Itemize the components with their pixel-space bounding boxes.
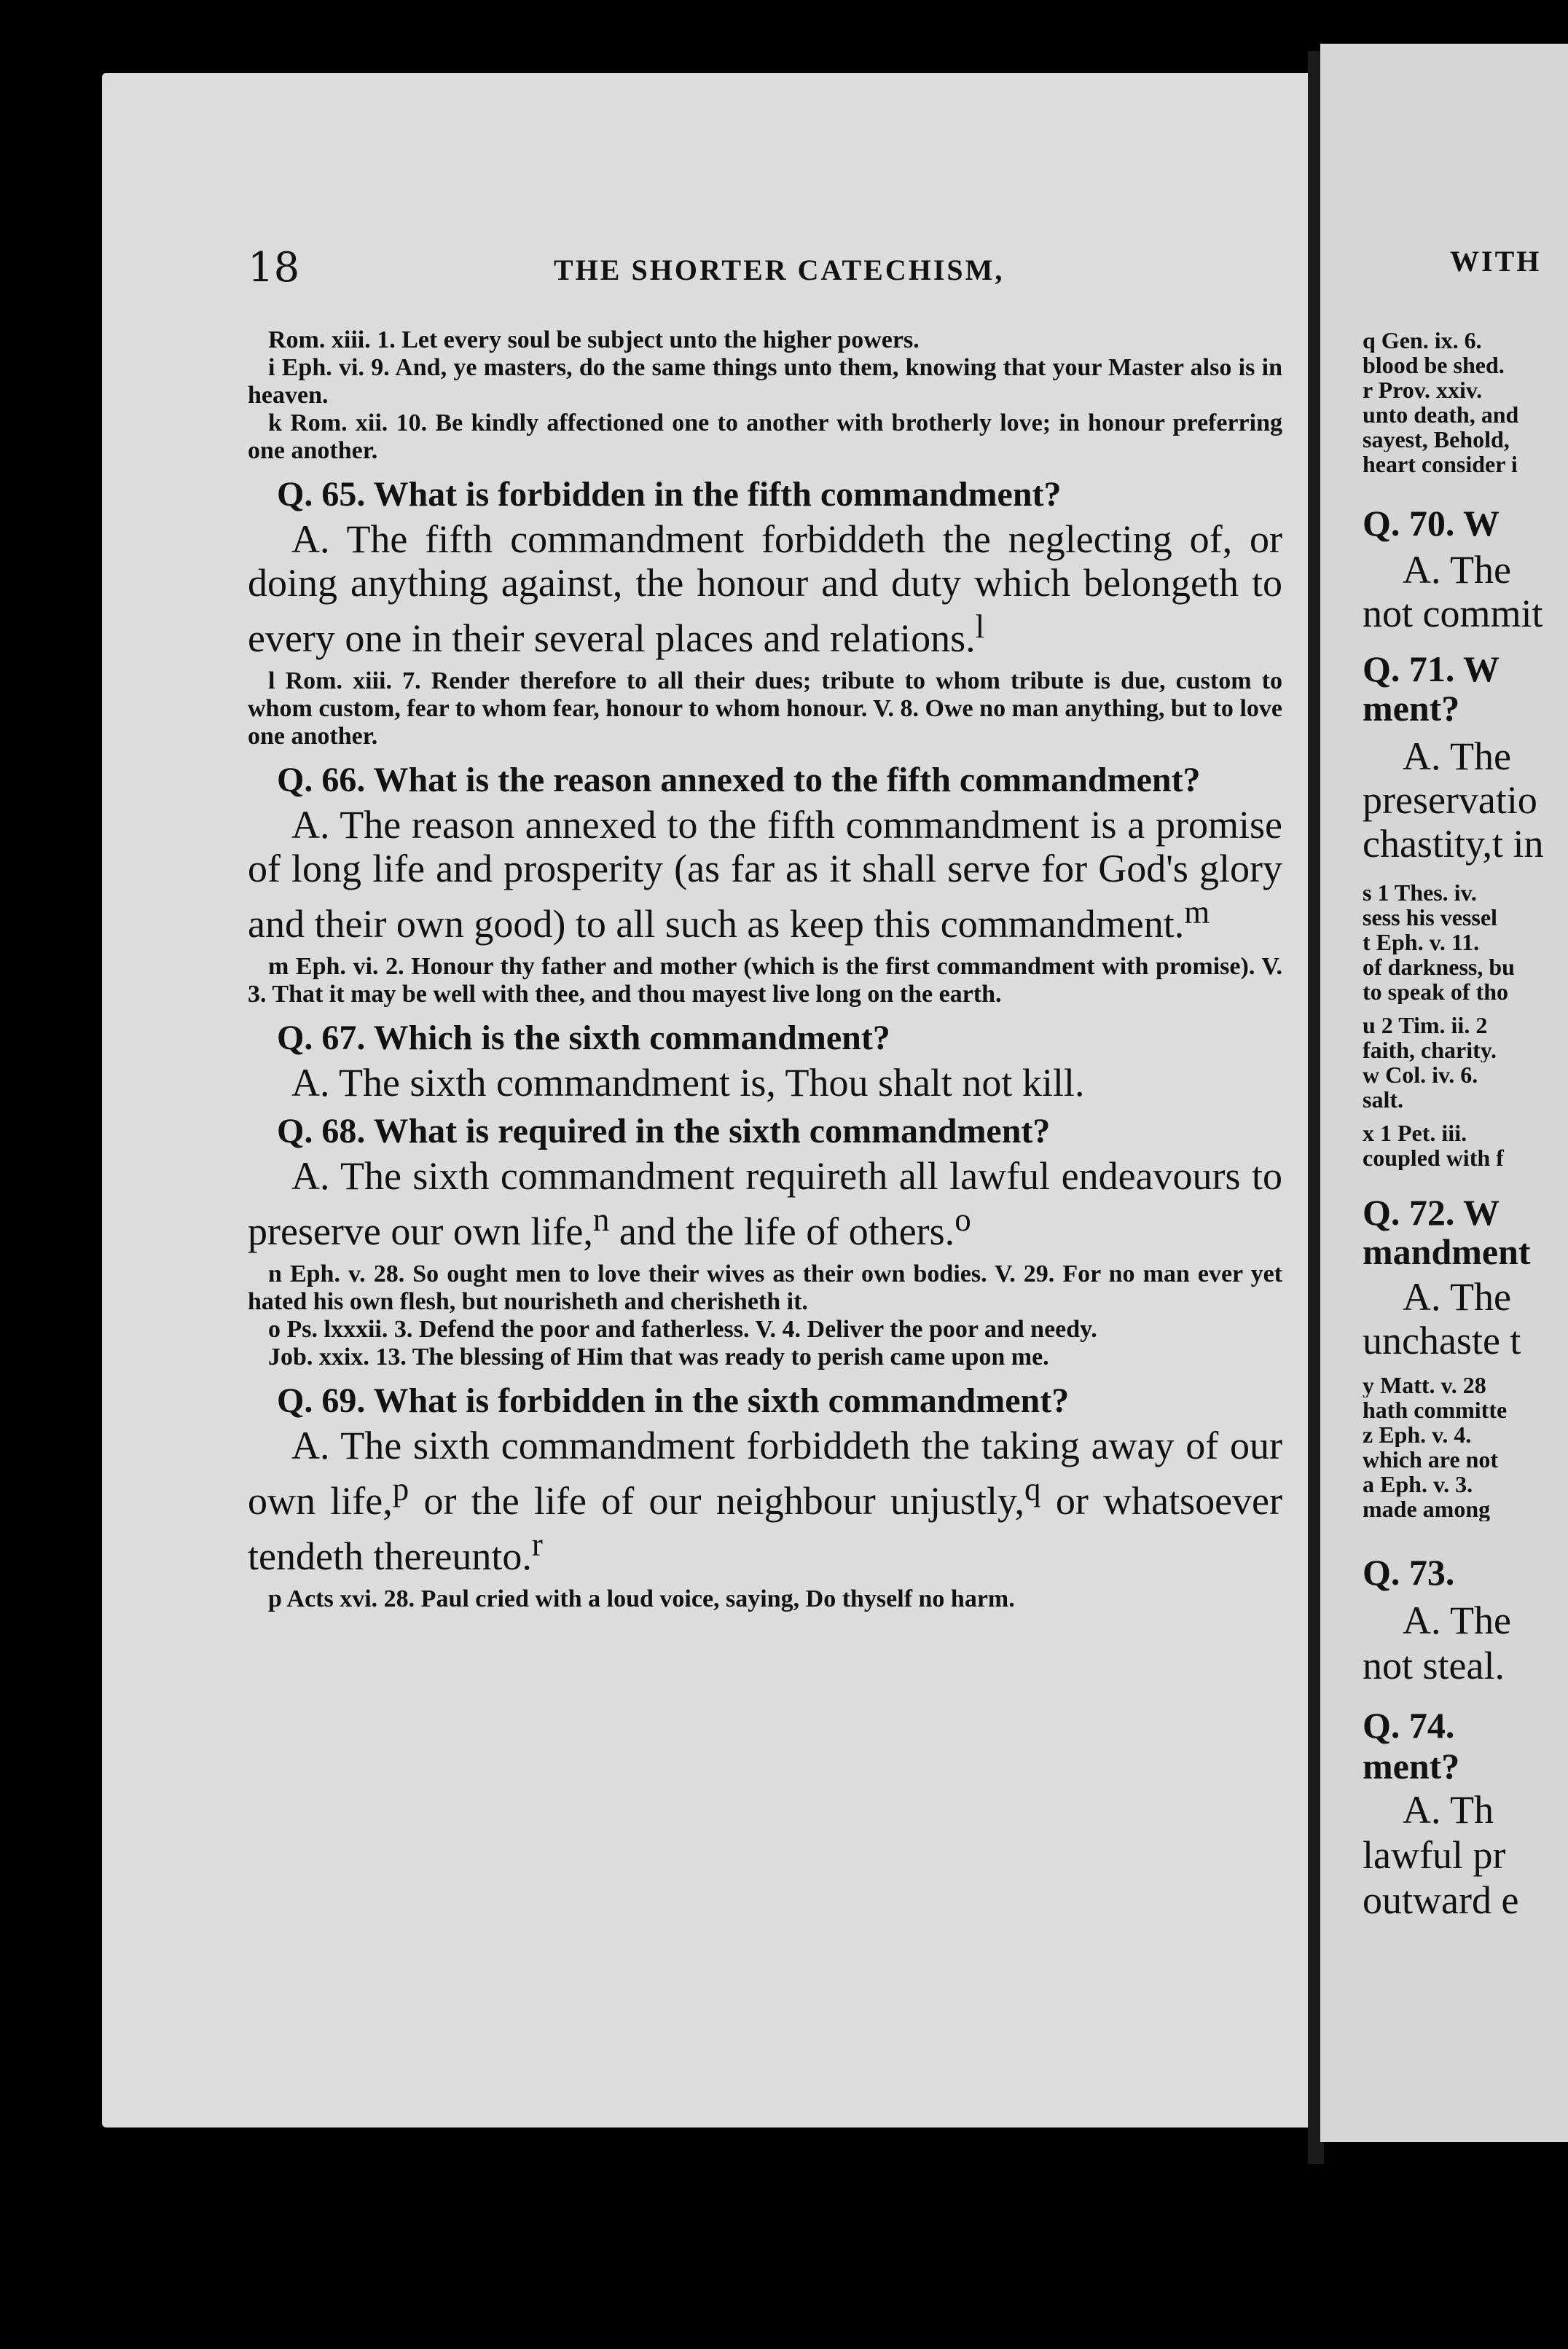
right-page-line: u 2 Tim. ii. 2 [1363,1013,1488,1038]
footnote-marker-p: p [392,1471,409,1507]
right-page-line: lawful pr [1363,1833,1506,1877]
right-page-line: of darkness, bu [1363,954,1515,979]
right-page-line: ment? [1363,1746,1460,1787]
right-page-line: unto death, and [1363,402,1519,427]
footnotes-69 [248,1585,1282,1613]
right-running-head: WITH [1450,245,1542,278]
answer-69-text-3: or whatsoever tendeth thereunto. [248,1479,1282,1578]
footnote-l: l Rom. xiii. 7. Render therefore to all their dues; tribute to whom tribute is due, custom to whom custom, fear to whom fear, honour to whom honour. V. 8. Owe no man anything, but to love one another. [248,667,1282,750]
footnote-marker-n: n [592,1201,610,1238]
right-page-line: Q. 74. [1363,1705,1455,1746]
right-page-line: heart consider i [1363,452,1518,477]
left-page-body [248,321,1282,1623]
right-page-line: hath committe [1363,1397,1508,1422]
footnote-marker-l: l [975,608,985,645]
right-page-line: A. The [1403,1275,1511,1319]
footnote-rom-xiii-1: Rom. xiii. 1. Let every soul be subject unto the higher powers. [268,326,920,353]
running-head: THE SHORTER CATECHISM, [554,254,1005,286]
answer-69-text-2: or the life of our neighbour unjustly, [409,1479,1025,1523]
footnotes-68 [248,1260,1282,1371]
footnote-i: i Eph. vi. 9. And, ye masters, do the same things unto them, knowing that your Master also is in heaven. [248,354,1282,409]
top-footnotes [248,326,1282,465]
right-page-line: unchaste t [1363,1319,1521,1362]
answer-68-text-1: A. The sixth commandment requireth all lawful endeavours to preserve our own life, [248,1154,1282,1253]
right-page-line: ment? [1363,688,1460,729]
answer-65 [248,517,1282,660]
right-page-line: A. The [1403,734,1511,778]
right-page-line: q Gen. ix. 6. [1363,328,1482,353]
right-page-line: made among [1363,1497,1491,1521]
answer-69-text-1: A. The sixth commandment forbiddeth the taking away of our own life, [248,1424,1282,1523]
right-page-line: s 1 Thes. iv. [1363,880,1477,905]
right-page-line: not commit [1363,592,1543,635]
right-page-line: salt. [1363,1087,1403,1112]
footnote-marker-q: q [1024,1471,1041,1507]
right-page-line: outward e [1363,1878,1519,1922]
right-page-line: blood be shed. [1363,353,1505,377]
right-page-line: chastity,t in [1363,822,1544,866]
right-page-line: w Col. iv. 6. [1363,1062,1478,1087]
right-page-line: coupled with f [1363,1145,1504,1170]
right-page-line: not steal. [1363,1644,1505,1687]
right-page-line: r Prov. xxiv. [1363,377,1483,402]
answer-66 [248,803,1282,946]
footnote-m: m Eph. vi. 2. Honour thy father and mother (which is the first commandment with promise). V. 3. That it may be well with thee, and thou mayest live long on the earth. [248,953,1282,1008]
right-page-line: Q. 70. W [1363,503,1500,544]
page-number: 18 [248,244,300,291]
right-page-line: A. The [1403,548,1511,592]
right-page-line: to speak of tho [1363,979,1509,1004]
right-page-line: sess his vessel [1363,905,1497,930]
answer-68 [248,1154,1282,1253]
right-page-line: a Eph. v. 3. [1363,1472,1473,1497]
right-page-line: y Matt. v. 28 [1363,1373,1486,1397]
answer-65-text: A. The fifth commandment forbiddeth the neglecting of, or doing anything against, the honour and duty which belongeth to every one in their several places and relations. [248,517,1282,660]
right-page-line: Q. 72. W [1363,1192,1500,1233]
right-page-line: faith, charity. [1363,1038,1497,1062]
answer-66-text: A. The reason annexed to the fifth commandment is a promise of long life and prosperity (as far as it shall serve for God's glory and their own good) to all such as keep this commandment. [248,803,1282,946]
right-page-line: preservatio [1363,778,1537,822]
footnote-job: Job. xxix. 13. The blessing of Him that was ready to perish came upon me. [268,1344,1049,1370]
right-page-line: which are not [1363,1447,1499,1472]
answer-69 [248,1424,1282,1578]
right-page-line: Q. 73. [1363,1552,1455,1593]
footnote-o: o Ps. lxxxii. 3. Defend the poor and fatherless. V. 4. Deliver the poor and needy. [268,1316,1097,1343]
footnotes-66 [248,953,1282,1008]
right-page-line: x 1 Pet. iii. [1363,1121,1467,1145]
footnote-marker-m: m [1184,894,1210,930]
footnote-n: n Eph. v. 28. So ought men to love their wives as their own bodies. V. 29. For no man ever yet hated his own flesh, but nourisheth and cherisheth it. [248,1260,1282,1315]
right-page-line: A. The [1403,1599,1511,1642]
right-page-line: Q. 71. W [1363,648,1500,689]
footnote-marker-r: r [531,1526,543,1563]
right-page-line: t Eph. v. 11. [1363,930,1480,954]
question-68: Q. 68. What is required in the sixth commandment? [277,1112,1051,1150]
question-69: Q. 69. What is forbidden in the sixth commandment? [277,1381,1070,1420]
question-67: Q. 67. Which is the sixth commandment? [277,1019,890,1057]
left-page-header [248,244,1282,302]
footnote-p: p Acts xvi. 28. Paul cried with a loud voice, saying, Do thyself no harm. [268,1585,1015,1612]
answer-68-text-2: and the life of others. [609,1209,955,1253]
answer-67: A. The sixth commandment is, Thou shalt not kill. [291,1061,1085,1105]
question-65: Q. 65. What is forbidden in the fifth commandment? [277,475,1062,514]
footnote-marker-o: o [954,1201,971,1238]
right-page-line: mandment [1363,1231,1531,1272]
right-page-line: z Eph. v. 4. [1363,1422,1472,1447]
right-page-line: A. Th [1403,1788,1494,1832]
right-page-line: sayest, Behold, [1363,427,1510,452]
footnote-k: k Rom. xii. 10. Be kindly affectioned one to another with brotherly love; in honour preferring one another. [248,409,1282,464]
question-66: Q. 66. What is the reason annexed to the fifth commandment? [277,761,1201,799]
footnotes-65 [248,667,1282,750]
